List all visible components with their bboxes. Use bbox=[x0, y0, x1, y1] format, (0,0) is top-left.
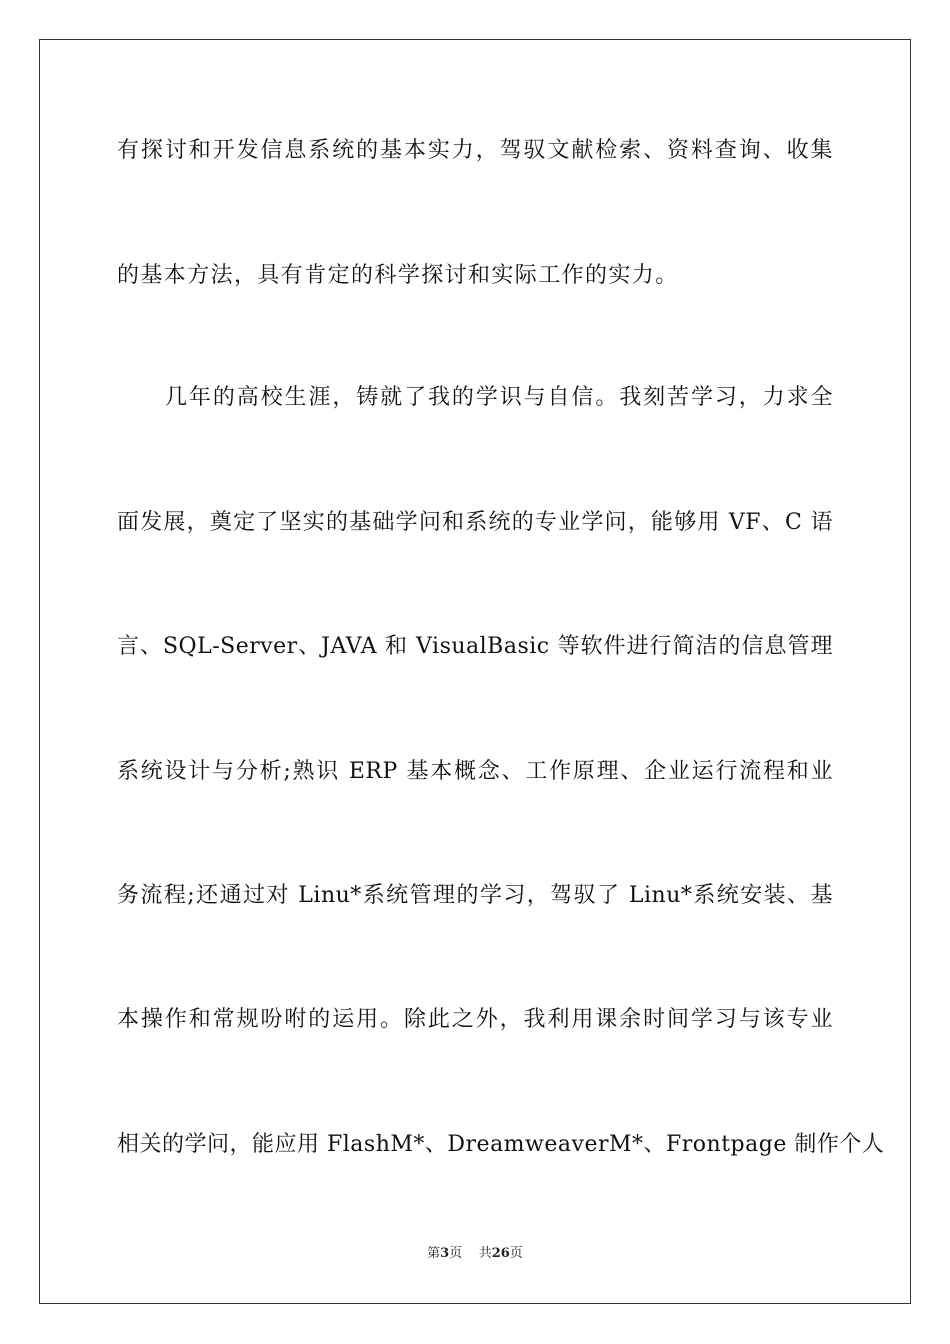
text-line-2: 的基本方法，具有肯定的科学探讨和实际工作的实力。 bbox=[117, 263, 679, 288]
total-prefix: 共 bbox=[478, 1246, 492, 1261]
text-line-5: 言、SQL-Server、JAVA 和 VisualBasic 等软件进行简洁的信息管理 bbox=[117, 634, 833, 659]
text-line-7: 务流程;还通过对 Linu*系统管理的学习，驾驭了 Linu*系统安装、基 bbox=[117, 883, 833, 908]
page-number: 3 bbox=[440, 1246, 450, 1261]
page-prefix: 第 bbox=[427, 1246, 441, 1261]
text-line-6: 系统设计与分析;熟识 ERP 基本概念、工作原理、企业运行流程和业 bbox=[117, 759, 833, 784]
text-line-4: 面发展，奠定了坚实的基础学问和系统的专业学问，能够用 VF、C 语 bbox=[117, 510, 833, 535]
text-line-8: 本操作和常规吩咐的运用。除此之外，我利用课余时间学习与该专业 bbox=[117, 1007, 833, 1032]
text-line-1: 有探讨和开发信息系统的基本实力，驾驭文献检索、资料查询、收集 bbox=[117, 138, 833, 163]
page-suffix: 页 bbox=[449, 1246, 463, 1261]
total-pages: 26 bbox=[491, 1246, 510, 1261]
text-line-9: 相关的学问，能应用 FlashM*、DreamweaverM*、Frontpage 制作个人 bbox=[117, 1132, 885, 1157]
page-footer bbox=[0, 1245, 950, 1263]
page-border bbox=[39, 39, 911, 1304]
total-suffix: 页 bbox=[509, 1246, 523, 1261]
text-line-3: 几年的高校生涯，铸就了我的学识与自信。我刻苦学习，力求全 bbox=[165, 385, 833, 410]
